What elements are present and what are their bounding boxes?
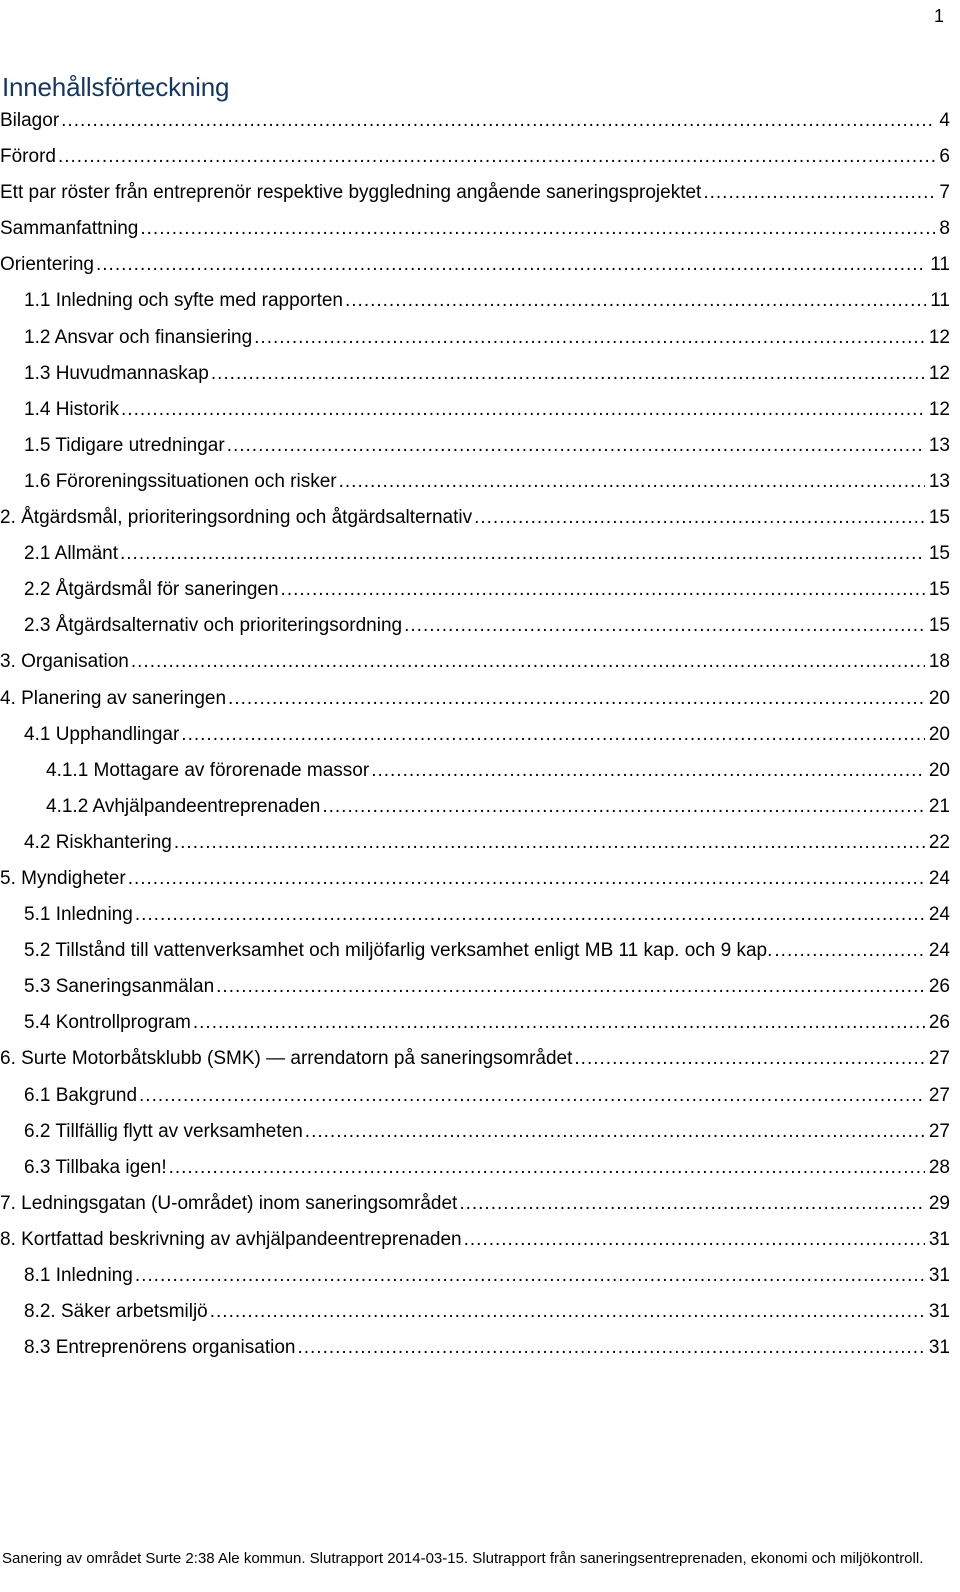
toc-dot-leader xyxy=(339,471,925,493)
toc-entry-label: 8.1 Inledning xyxy=(24,1265,133,1286)
toc-entry-label: 4. Planering av saneringen xyxy=(0,687,227,709)
page-number: 1 xyxy=(933,6,944,26)
toc-entry-page: 29 xyxy=(928,1192,950,1214)
toc-entry-label: 1.4 Historik xyxy=(24,398,120,420)
toc-entry-label: Sammanfattning xyxy=(0,218,139,240)
toc-dot-leader xyxy=(174,832,925,854)
toc-dot-leader xyxy=(193,1012,925,1034)
toc-entry-label: 2.3 Åtgärdsalternativ och prioriteringsordning xyxy=(24,615,403,637)
toc-dot-leader xyxy=(474,507,925,529)
toc-entry-page: 27 xyxy=(928,1084,950,1106)
toc-entry-page: 15 xyxy=(928,507,950,529)
toc-dot-leader xyxy=(281,579,925,601)
toc-entry[interactable] xyxy=(0,760,950,796)
toc-entry[interactable] xyxy=(0,688,950,724)
toc-entry-page: 11 xyxy=(930,290,950,312)
toc-dot-leader xyxy=(464,1229,925,1251)
toc-entry-label: 6.1 Bakgrund xyxy=(24,1084,138,1106)
toc-entry-page: 12 xyxy=(928,326,950,348)
toc-entry-label: Bilagor xyxy=(0,110,60,131)
toc-entry[interactable] xyxy=(0,507,950,543)
toc-entry-page: 26 xyxy=(928,976,950,998)
toc-entry-label: 7. Ledningsgatan (U-området) inom saneringsområdet xyxy=(0,1192,458,1214)
toc-entry-page: 21 xyxy=(928,795,950,817)
toc-entry-page: 7 xyxy=(939,182,950,204)
toc-entry-label: 2. Åtgärdsmål, prioriteringsordning och åtgärdsalternativ xyxy=(0,507,473,529)
toc-entry[interactable] xyxy=(0,1012,950,1048)
toc-entry-label: 2.1 Allmänt xyxy=(24,543,118,565)
toc-list xyxy=(0,110,950,1373)
toc-entry-page: 15 xyxy=(928,543,950,565)
toc-entry-label: 1.5 Tidigare utredningar xyxy=(24,434,225,456)
toc-entry-page: 11 xyxy=(930,254,950,276)
toc-entry-page: 18 xyxy=(928,651,950,673)
toc-entry-label: 8.2. Säker arbetsmiljö xyxy=(24,1301,208,1323)
toc-dot-leader xyxy=(703,182,935,204)
toc-dot-leader xyxy=(574,1048,924,1070)
toc-entry-page: 20 xyxy=(928,723,950,745)
toc-entry[interactable] xyxy=(0,182,950,218)
toc-entry-page: 24 xyxy=(928,940,950,962)
toc-entry-page: 13 xyxy=(928,470,950,492)
toc-entry-label: 2.2 Åtgärdsmål för saneringen xyxy=(24,579,279,601)
toc-entry-page: 12 xyxy=(928,362,950,384)
toc-entry-label: Förord xyxy=(0,146,56,168)
toc-dot-leader xyxy=(345,290,926,312)
toc-dot-leader xyxy=(135,1265,925,1287)
toc-entry[interactable] xyxy=(0,796,950,832)
toc-dot-leader xyxy=(169,1157,925,1179)
toc-entry-label: Ett par röster från entreprenör respektive byggledning angående saneringsprojektet xyxy=(0,182,702,204)
toc-entry-label: 5.3 Saneringsanmälan xyxy=(24,976,215,998)
toc-entry-label: 5. Myndigheter xyxy=(0,867,126,889)
toc-entry[interactable] xyxy=(0,724,950,760)
toc-entry[interactable] xyxy=(0,218,950,254)
toc-entry-page: 15 xyxy=(928,615,950,637)
toc-entry-label: Orientering xyxy=(0,254,94,276)
toc-dot-leader xyxy=(61,110,935,132)
toc-entry-label: 5.1 Inledning xyxy=(24,904,133,926)
toc-dot-leader xyxy=(322,796,925,818)
toc-entry[interactable] xyxy=(0,1229,950,1265)
toc-dot-leader xyxy=(128,868,925,890)
toc-entry[interactable] xyxy=(0,471,950,507)
toc-entry[interactable] xyxy=(0,1085,950,1121)
toc-entry-label: 8.3 Entreprenörens organisation xyxy=(24,1337,296,1359)
toc-entry-page: 31 xyxy=(928,1265,950,1286)
toc-dot-leader xyxy=(211,363,925,385)
toc-dot-leader xyxy=(96,254,926,276)
toc-entry-page: 8 xyxy=(939,218,950,240)
toc-dot-leader xyxy=(371,760,925,782)
toc-entry[interactable] xyxy=(0,976,950,1012)
toc-dot-leader xyxy=(227,435,925,457)
toc-entry-page: 27 xyxy=(928,1120,950,1142)
toc-entry[interactable] xyxy=(0,1301,950,1337)
toc-entry[interactable] xyxy=(0,110,950,146)
toc-entry-page: 22 xyxy=(928,831,950,853)
toc-entry[interactable] xyxy=(0,290,950,326)
toc-entry[interactable] xyxy=(0,940,950,976)
toc-entry[interactable] xyxy=(0,1337,950,1373)
toc-entry-page: 20 xyxy=(928,759,950,781)
toc-entry[interactable] xyxy=(0,1193,950,1229)
toc-entry[interactable] xyxy=(0,1048,950,1084)
toc-entry-label: 6.2 Tillfällig flytt av verksamheten xyxy=(24,1120,303,1142)
toc-entry-page: 31 xyxy=(928,1301,950,1323)
toc-entry-page: 12 xyxy=(928,398,950,420)
toc-entry-label: 4.1 Upphandlingar xyxy=(24,723,180,745)
toc-entry-label: 8. Kortfattad beskrivning av avhjälpandeentreprenaden xyxy=(0,1228,462,1250)
toc-entry[interactable] xyxy=(0,327,950,363)
toc-dot-leader xyxy=(140,218,935,240)
toc-entry[interactable] xyxy=(0,832,950,868)
toc-dot-leader xyxy=(210,1301,925,1323)
toc-dot-leader xyxy=(121,399,925,421)
toc-entry-label: 5.2 Tillstånd till vattenverksamhet och miljöfarlig verksamhet enligt MB 11 kap. och 9 kap. xyxy=(24,940,773,962)
toc-entry[interactable] xyxy=(0,399,950,435)
toc-dot-leader xyxy=(216,976,925,998)
toc-entry[interactable] xyxy=(0,651,950,687)
toc-entry[interactable] xyxy=(0,615,950,651)
toc-entry-label: 1.3 Huvudmannaskap xyxy=(24,362,209,384)
toc-entry[interactable] xyxy=(0,1157,950,1193)
toc-entry[interactable] xyxy=(0,543,950,579)
toc-dot-leader xyxy=(139,1085,925,1107)
toc-dot-leader xyxy=(459,1193,925,1215)
footer: Sanering av området Surte 2:38 Ale kommun. Slutrapport 2014-03-15. Slutrapport från saneringsentreprenaden, ekonomi och miljökontroll. xyxy=(2,1550,924,1567)
toc-entry[interactable] xyxy=(0,146,950,182)
toc-title: Innehållsförteckning xyxy=(2,72,230,102)
toc-dot-leader xyxy=(228,688,925,710)
toc-entry-page: 4 xyxy=(939,110,950,131)
toc-entry-page: 6 xyxy=(939,146,950,168)
toc-entry-label: 6.3 Tillbaka igen! xyxy=(24,1156,167,1178)
toc-entry-label: 4.2 Riskhantering xyxy=(24,831,172,853)
toc-dot-leader xyxy=(305,1121,925,1143)
toc-entry-label: 6. Surte Motorbåtsklubb (SMK) — arrendatorn på saneringsområdet xyxy=(0,1048,573,1070)
toc-dot-leader xyxy=(297,1337,924,1359)
toc-dot-leader xyxy=(404,615,925,637)
toc-entry-label: 3. Organisation xyxy=(0,651,129,673)
toc-entry[interactable] xyxy=(0,579,950,615)
toc-dot-leader xyxy=(120,543,925,565)
toc-entry-page: 15 xyxy=(928,579,950,601)
toc-dot-leader xyxy=(254,327,925,349)
toc-entry-label: 4.1.2 Avhjälpandeentreprenaden xyxy=(46,795,321,817)
toc-dot-leader xyxy=(135,904,925,926)
toc-entry[interactable] xyxy=(0,868,950,904)
toc-entry-label: 4.1.1 Mottagare av förorenade massor xyxy=(46,759,370,781)
toc-entry-label: 5.4 Kontrollprogram xyxy=(24,1012,191,1034)
toc-entry[interactable] xyxy=(0,363,950,399)
toc-entry[interactable] xyxy=(0,435,950,471)
toc-entry-page: 13 xyxy=(928,434,950,456)
toc-entry[interactable] xyxy=(0,254,950,290)
toc-dot-leader xyxy=(774,940,924,962)
toc-entry[interactable] xyxy=(0,1265,950,1301)
toc-entry-page: 28 xyxy=(928,1156,950,1178)
toc-entry-page: 27 xyxy=(928,1048,950,1070)
toc-entry-page: 24 xyxy=(928,904,950,926)
toc-dot-leader xyxy=(131,651,925,673)
toc-dot-leader xyxy=(181,724,925,746)
toc-entry[interactable] xyxy=(0,904,950,940)
toc-dot-leader xyxy=(58,146,935,168)
toc-entry-page: 26 xyxy=(928,1012,950,1034)
toc-entry[interactable] xyxy=(0,1121,950,1157)
toc-entry-label: 1.1 Inledning och syfte med rapporten xyxy=(24,290,343,312)
toc-entry-label: 1.2 Ansvar och finansiering xyxy=(24,326,253,348)
toc-entry-page: 31 xyxy=(928,1228,950,1250)
toc-entry-page: 31 xyxy=(928,1337,950,1359)
toc-entry-label: 1.6 Föroreningssituationen och risker xyxy=(24,470,337,492)
toc-entry-page: 20 xyxy=(928,687,950,709)
toc-entry-page: 24 xyxy=(928,867,950,889)
